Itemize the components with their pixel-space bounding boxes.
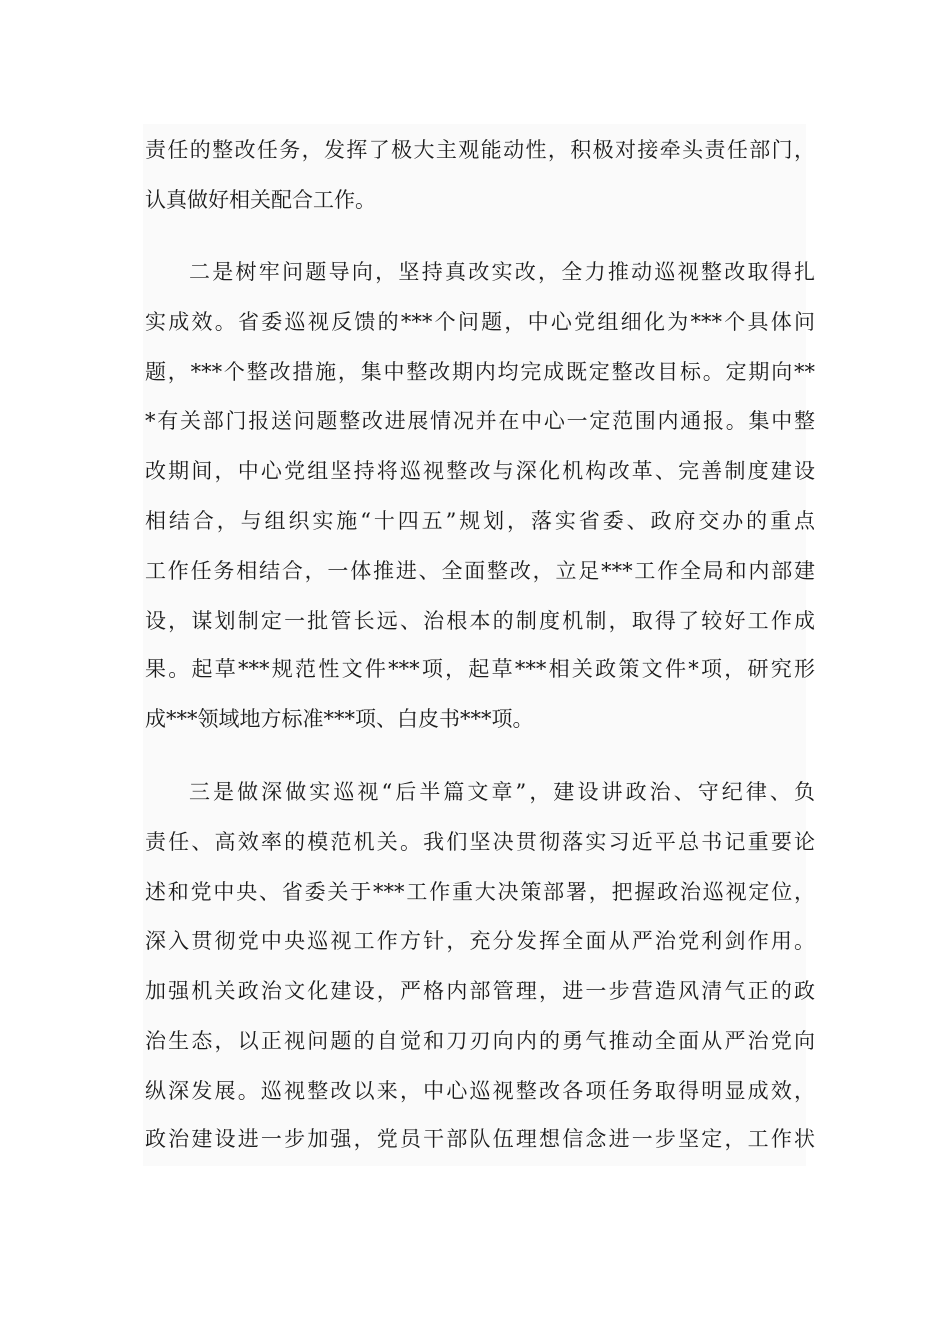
paragraph-line: 成***领域地方标准***项、白皮书***项。 [145,707,534,731]
paragraph-line: 题，***个整改措施，集中整改期内均完成既定整改目标。定期向** [145,360,815,384]
paragraph-line: 工作任务相结合，一体推进、全面整改，立足***工作全局和内部建 [145,559,815,583]
paragraph-line: *有关部门报送问题整改进展情况并在中心一定范围内通报。集中整 [145,409,815,433]
paragraph-line: 设，谋划制定一批管长远、治根本的制度机制，取得了较好工作成 [145,609,815,633]
paragraph-line: 纵深发展。巡视整改以来，中心巡视整改各项任务取得明显成效， [145,1079,815,1103]
paragraph-line: 加强机关政治文化建设，严格内部管理，进一步营造风清气正的政 [145,979,815,1003]
paragraph-line: 实成效。省委巡视反馈的***个问题，中心党组细化为***个具体问 [145,310,815,334]
paragraph-line: 责任的整改任务，发挥了极大主观能动性，积极对接牵头责任部门， [145,138,815,162]
paragraph-line: 相结合，与组织实施“十四五”规划，落实省委、政府交办的重点 [145,509,815,533]
paragraph-line: 政治建设进一步加强，党员干部队伍理想信念进一步坚定，工作状 [145,1127,815,1151]
paragraph-line: 深入贯彻党中央巡视工作方针，充分发挥全面从严治党利剑作用。 [145,929,815,953]
paragraph-line: 责任、高效率的模范机关。我们坚决贯彻落实习近平总书记重要论 [145,830,815,854]
paragraph-line: 改期间，中心党组坚持将巡视整改与深化机构改革、完善制度建设 [145,459,815,483]
paragraph-line: 果。起草***规范性文件***项，起草***相关政策文件*项，研究形 [145,657,815,681]
paragraph-line: 治生态，以正视问题的自觉和刀刃向内的勇气推动全面从严治党向 [145,1029,815,1053]
paragraph-line: 三是做深做实巡视“后半篇文章”，建设讲政治、守纪律、负 [189,780,815,804]
paragraph-line: 述和党中央、省委关于***工作重大决策部署，把握政治巡视定位， [145,880,815,904]
paragraph-line: 二是树牢问题导向，坚持真改实改，全力推动巡视整改取得扎 [189,260,815,284]
paragraph-line: 认真做好相关配合工作。 [145,188,376,212]
